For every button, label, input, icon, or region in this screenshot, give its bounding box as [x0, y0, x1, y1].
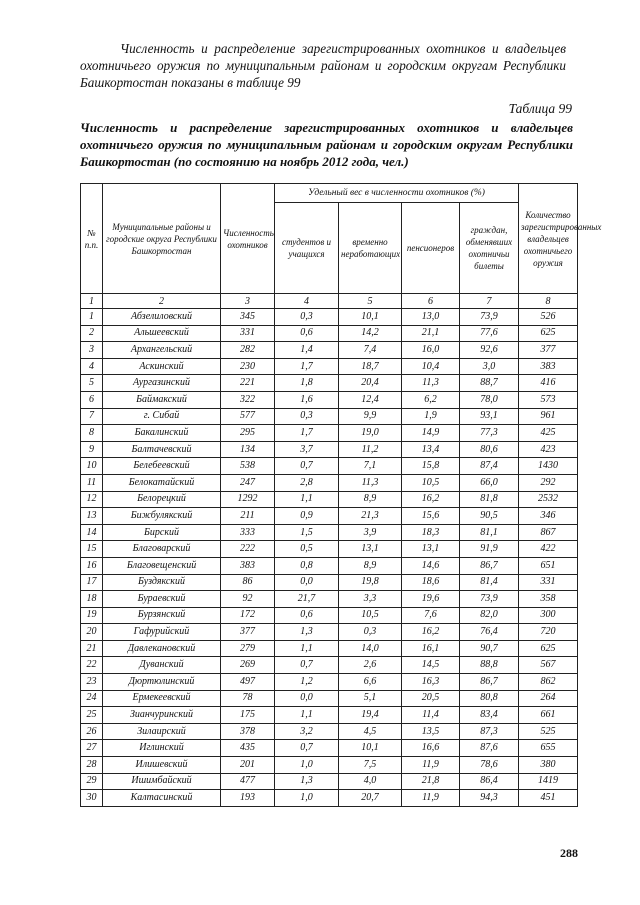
row-number: 5	[81, 375, 103, 392]
pensioners-share: 15,6	[402, 508, 460, 525]
weapon-owners-count: 867	[519, 524, 578, 541]
students-share: 1,1	[275, 640, 339, 657]
hunters-count: 1292	[221, 491, 275, 508]
pensioners-share: 10,5	[402, 474, 460, 491]
weapon-owners-count: 655	[519, 740, 578, 757]
exchanged-share: 73,9	[460, 309, 519, 326]
weapon-owners-count: 331	[519, 574, 578, 591]
exchanged-share: 66,0	[460, 474, 519, 491]
hunters-count: 222	[221, 541, 275, 558]
column-index: 5	[339, 294, 402, 309]
row-number: 24	[81, 690, 103, 707]
weapon-owners-count: 526	[519, 309, 578, 326]
exchanged-share: 92,6	[460, 342, 519, 359]
unemployed-share: 20,4	[339, 375, 402, 392]
unemployed-share: 8,9	[339, 557, 402, 574]
table-caption: Численность и распределение зарегистрированных охотников и владельцев охотничьего оружия по муниципальным районам и городским округам Республики Башкортостан (по состоянию на ноябрь 2012 года, чел.)	[80, 120, 573, 169]
exchanged-share: 78,6	[460, 757, 519, 774]
row-number: 7	[81, 408, 103, 425]
unemployed-share: 0,3	[339, 624, 402, 641]
hunters-count: 322	[221, 391, 275, 408]
district-name: Благовещенский	[103, 557, 221, 574]
header-exchanged: граждан, обменявших охотничьи билеты	[460, 203, 519, 294]
table-row	[81, 391, 578, 408]
table-row	[81, 707, 578, 724]
pensioners-share: 11,3	[402, 375, 460, 392]
pensioners-share: 18,6	[402, 574, 460, 591]
pensioners-share: 16,2	[402, 624, 460, 641]
hunters-count: 86	[221, 574, 275, 591]
exchanged-share: 86,7	[460, 557, 519, 574]
district-name: Абзелиловский	[103, 309, 221, 326]
hunters-count: 538	[221, 458, 275, 475]
weapon-owners-count: 346	[519, 508, 578, 525]
exchanged-share: 78,0	[460, 391, 519, 408]
pensioners-share: 21,8	[402, 773, 460, 790]
exchanged-share: 87,4	[460, 458, 519, 475]
students-share: 1,3	[275, 624, 339, 641]
table-row	[81, 657, 578, 674]
unemployed-share: 3,9	[339, 524, 402, 541]
header-count: Численность охотников	[221, 184, 275, 294]
district-name: Бакалинский	[103, 425, 221, 442]
hunters-count: 269	[221, 657, 275, 674]
table-row	[81, 557, 578, 574]
students-share: 1,7	[275, 358, 339, 375]
row-number: 13	[81, 508, 103, 525]
hunters-count: 378	[221, 723, 275, 740]
students-share: 1,0	[275, 790, 339, 807]
table-row	[81, 757, 578, 774]
students-share: 3,2	[275, 723, 339, 740]
weapon-owners-count: 651	[519, 557, 578, 574]
row-number: 20	[81, 624, 103, 641]
header-share-group: Удельный вес в численности охотников (%)	[275, 184, 519, 203]
hunters-count: 193	[221, 790, 275, 807]
column-index: 6	[402, 294, 460, 309]
pensioners-share: 16,3	[402, 674, 460, 691]
unemployed-share: 20,7	[339, 790, 402, 807]
unemployed-share: 21,3	[339, 508, 402, 525]
pensioners-share: 13,5	[402, 723, 460, 740]
table-row	[81, 358, 578, 375]
table-body	[81, 309, 578, 807]
hunters-count: 477	[221, 773, 275, 790]
exchanged-share: 91,9	[460, 541, 519, 558]
header-district: Муниципальные районы и городские округа Республики Башкортостан	[103, 184, 221, 294]
students-share: 0,3	[275, 309, 339, 326]
exchanged-share: 88,7	[460, 375, 519, 392]
hunters-count: 331	[221, 325, 275, 342]
district-name: Ермекеевский	[103, 690, 221, 707]
exchanged-share: 73,9	[460, 591, 519, 608]
students-share: 1,0	[275, 757, 339, 774]
pensioners-share: 21,1	[402, 325, 460, 342]
weapon-owners-count: 358	[519, 591, 578, 608]
pensioners-share: 11,4	[402, 707, 460, 724]
pensioners-share: 16,2	[402, 491, 460, 508]
unemployed-share: 10,1	[339, 309, 402, 326]
district-name: г. Сибай	[103, 408, 221, 425]
exchanged-share: 77,3	[460, 425, 519, 442]
unemployed-share: 8,9	[339, 491, 402, 508]
district-name: Дуванский	[103, 657, 221, 674]
pensioners-share: 14,6	[402, 557, 460, 574]
pensioners-share: 19,6	[402, 591, 460, 608]
pensioners-share: 13,1	[402, 541, 460, 558]
table-row	[81, 624, 578, 641]
table-row	[81, 508, 578, 525]
column-index: 4	[275, 294, 339, 309]
pensioners-share: 10,4	[402, 358, 460, 375]
students-share: 1,6	[275, 391, 339, 408]
table-row	[81, 441, 578, 458]
unemployed-share: 19,8	[339, 574, 402, 591]
hunters-count: 172	[221, 607, 275, 624]
row-number: 29	[81, 773, 103, 790]
hunters-table	[80, 183, 602, 807]
students-share: 0,8	[275, 557, 339, 574]
district-name: Белокатайский	[103, 474, 221, 491]
row-number: 2	[81, 325, 103, 342]
unemployed-share: 18,7	[339, 358, 402, 375]
header-weapon-owners: Количество зарегистрированных владельцев охотничьего оружия	[519, 184, 578, 294]
exchanged-share: 87,3	[460, 723, 519, 740]
weapon-owners-count: 423	[519, 441, 578, 458]
weapon-owners-count: 1430	[519, 458, 578, 475]
district-name: Аургазинский	[103, 375, 221, 392]
hunters-count: 282	[221, 342, 275, 359]
district-name: Давлекановский	[103, 640, 221, 657]
row-number: 18	[81, 591, 103, 608]
row-number: 4	[81, 358, 103, 375]
pensioners-share: 7,6	[402, 607, 460, 624]
hunters-count: 201	[221, 757, 275, 774]
exchanged-share: 82,0	[460, 607, 519, 624]
exchanged-share: 3,0	[460, 358, 519, 375]
table-row	[81, 773, 578, 790]
unemployed-share: 9,9	[339, 408, 402, 425]
hunters-count: 377	[221, 624, 275, 641]
table-row	[81, 607, 578, 624]
unemployed-share: 5,1	[339, 690, 402, 707]
table-row	[81, 740, 578, 757]
row-number: 14	[81, 524, 103, 541]
pensioners-share: 11,9	[402, 757, 460, 774]
table-row	[81, 491, 578, 508]
students-share: 0,0	[275, 574, 339, 591]
hunters-count: 78	[221, 690, 275, 707]
pensioners-share: 13,0	[402, 309, 460, 326]
district-name: Бижбулякский	[103, 508, 221, 525]
weapon-owners-count: 377	[519, 342, 578, 359]
hunters-count: 221	[221, 375, 275, 392]
unemployed-share: 7,5	[339, 757, 402, 774]
row-number: 8	[81, 425, 103, 442]
students-share: 1,5	[275, 524, 339, 541]
students-share: 0,0	[275, 690, 339, 707]
students-share: 0,9	[275, 508, 339, 525]
weapon-owners-count: 661	[519, 707, 578, 724]
unemployed-share: 14,2	[339, 325, 402, 342]
column-index: 7	[460, 294, 519, 309]
row-number: 12	[81, 491, 103, 508]
district-name: Бирский	[103, 524, 221, 541]
hunters-count: 134	[221, 441, 275, 458]
unemployed-share: 10,5	[339, 607, 402, 624]
students-share: 1,8	[275, 375, 339, 392]
row-number: 23	[81, 674, 103, 691]
row-number: 6	[81, 391, 103, 408]
pensioners-share: 14,9	[402, 425, 460, 442]
exchanged-share: 90,5	[460, 508, 519, 525]
unemployed-share: 4,0	[339, 773, 402, 790]
header-unemployed: временно неработающих	[339, 203, 402, 294]
exchanged-share: 83,4	[460, 707, 519, 724]
district-name: Калтасинский	[103, 790, 221, 807]
table-number: Таблица 99	[508, 101, 572, 116]
students-share: 1,1	[275, 491, 339, 508]
table-row	[81, 790, 578, 807]
hunters-count: 230	[221, 358, 275, 375]
unemployed-share: 6,6	[339, 674, 402, 691]
row-number: 22	[81, 657, 103, 674]
pensioners-share: 16,0	[402, 342, 460, 359]
weapon-owners-count: 862	[519, 674, 578, 691]
district-name: Аскинский	[103, 358, 221, 375]
district-name: Альшеевский	[103, 325, 221, 342]
hunters-count: 577	[221, 408, 275, 425]
column-index: 3	[221, 294, 275, 309]
hunters-count: 92	[221, 591, 275, 608]
exchanged-share: 76,4	[460, 624, 519, 641]
column-index: 1	[81, 294, 103, 309]
table-row	[81, 425, 578, 442]
exchanged-share: 86,4	[460, 773, 519, 790]
exchanged-share: 87,6	[460, 740, 519, 757]
unemployed-share: 7,4	[339, 342, 402, 359]
table-row	[81, 342, 578, 359]
exchanged-share: 94,3	[460, 790, 519, 807]
row-number: 3	[81, 342, 103, 359]
weapon-owners-count: 625	[519, 325, 578, 342]
row-number: 21	[81, 640, 103, 657]
exchanged-share: 93,1	[460, 408, 519, 425]
pensioners-share: 1,9	[402, 408, 460, 425]
district-name: Дюртюлинский	[103, 674, 221, 691]
district-name: Гафурийский	[103, 624, 221, 641]
table-row	[81, 408, 578, 425]
row-number: 9	[81, 441, 103, 458]
column-index: 8	[519, 294, 578, 309]
pensioners-share: 11,9	[402, 790, 460, 807]
exchanged-share: 80,6	[460, 441, 519, 458]
row-number: 11	[81, 474, 103, 491]
district-name: Благоварский	[103, 541, 221, 558]
exchanged-share: 86,7	[460, 674, 519, 691]
weapon-owners-count: 422	[519, 541, 578, 558]
hunters-count: 497	[221, 674, 275, 691]
row-number: 26	[81, 723, 103, 740]
district-name: Зилаирский	[103, 723, 221, 740]
column-index-row	[81, 294, 578, 309]
page-number: 288	[560, 846, 578, 860]
unemployed-share: 13,1	[339, 541, 402, 558]
district-name: Архангельский	[103, 342, 221, 359]
unemployed-share: 4,5	[339, 723, 402, 740]
table-row	[81, 640, 578, 657]
students-share: 21,7	[275, 591, 339, 608]
district-name: Ишимбайский	[103, 773, 221, 790]
weapon-owners-count: 625	[519, 640, 578, 657]
students-share: 0,6	[275, 325, 339, 342]
weapon-owners-count: 567	[519, 657, 578, 674]
unemployed-share: 19,4	[339, 707, 402, 724]
students-share: 0,7	[275, 740, 339, 757]
exchanged-share: 81,4	[460, 574, 519, 591]
table-row	[81, 524, 578, 541]
header-num: № п.п.	[81, 184, 103, 294]
weapon-owners-count: 451	[519, 790, 578, 807]
weapon-owners-count: 264	[519, 690, 578, 707]
students-share: 1,2	[275, 674, 339, 691]
students-share: 1,1	[275, 707, 339, 724]
weapon-owners-count: 1419	[519, 773, 578, 790]
district-name: Баймакский	[103, 391, 221, 408]
pensioners-share: 14,5	[402, 657, 460, 674]
unemployed-share: 10,1	[339, 740, 402, 757]
row-number: 17	[81, 574, 103, 591]
weapon-owners-count: 380	[519, 757, 578, 774]
district-name: Бурзянский	[103, 607, 221, 624]
table-row	[81, 325, 578, 342]
header-pensioners: пенсионеров	[402, 203, 460, 294]
row-number: 16	[81, 557, 103, 574]
table-row	[81, 458, 578, 475]
students-share: 0,5	[275, 541, 339, 558]
hunters-count: 435	[221, 740, 275, 757]
hunters-count: 345	[221, 309, 275, 326]
table-row	[81, 309, 578, 326]
weapon-owners-count: 292	[519, 474, 578, 491]
weapon-owners-count: 573	[519, 391, 578, 408]
table-row	[81, 574, 578, 591]
exchanged-share: 77,6	[460, 325, 519, 342]
district-name: Иглинский	[103, 740, 221, 757]
table-row	[81, 541, 578, 558]
students-share: 0,7	[275, 458, 339, 475]
table-row	[81, 375, 578, 392]
weapon-owners-count: 720	[519, 624, 578, 641]
weapon-owners-count: 961	[519, 408, 578, 425]
hunters-count: 333	[221, 524, 275, 541]
district-name: Буздякский	[103, 574, 221, 591]
hunters-count: 279	[221, 640, 275, 657]
pensioners-share: 16,6	[402, 740, 460, 757]
students-share: 1,3	[275, 773, 339, 790]
unemployed-share: 7,1	[339, 458, 402, 475]
table-row	[81, 591, 578, 608]
unemployed-share: 14,0	[339, 640, 402, 657]
exchanged-share: 81,1	[460, 524, 519, 541]
row-number: 30	[81, 790, 103, 807]
students-share: 1,7	[275, 425, 339, 442]
students-share: 0,3	[275, 408, 339, 425]
district-name: Белорецкий	[103, 491, 221, 508]
row-number: 10	[81, 458, 103, 475]
weapon-owners-count: 2532	[519, 491, 578, 508]
table-row	[81, 723, 578, 740]
row-number: 19	[81, 607, 103, 624]
unemployed-share: 3,3	[339, 591, 402, 608]
students-share: 0,6	[275, 607, 339, 624]
header-students: студентов и учащихся	[275, 203, 339, 294]
pensioners-share: 13,4	[402, 441, 460, 458]
district-name: Зианчуринский	[103, 707, 221, 724]
unemployed-share: 11,3	[339, 474, 402, 491]
unemployed-share: 19,0	[339, 425, 402, 442]
weapon-owners-count: 383	[519, 358, 578, 375]
pensioners-share: 18,3	[402, 524, 460, 541]
row-number: 25	[81, 707, 103, 724]
district-name: Бураевский	[103, 591, 221, 608]
row-number: 27	[81, 740, 103, 757]
district-name: Балтачевский	[103, 441, 221, 458]
hunters-count: 295	[221, 425, 275, 442]
unemployed-share: 2,6	[339, 657, 402, 674]
district-name: Белебеевский	[103, 458, 221, 475]
intro-paragraph: Численность и распределение зарегистрированных охотников и владельцев охотничьего оружия по муниципальным районам и городским округам Республики Башкортостан показаны в таблице 99	[80, 41, 566, 90]
exchanged-share: 90,7	[460, 640, 519, 657]
unemployed-share: 11,2	[339, 441, 402, 458]
row-number: 28	[81, 757, 103, 774]
weapon-owners-count: 525	[519, 723, 578, 740]
weapon-owners-count: 416	[519, 375, 578, 392]
students-share: 0,7	[275, 657, 339, 674]
exchanged-share: 81,8	[460, 491, 519, 508]
hunters-count: 247	[221, 474, 275, 491]
weapon-owners-count: 425	[519, 425, 578, 442]
pensioners-share: 20,5	[402, 690, 460, 707]
pensioners-share: 16,1	[402, 640, 460, 657]
hunters-count: 175	[221, 707, 275, 724]
hunters-count: 383	[221, 557, 275, 574]
district-name: Илишевский	[103, 757, 221, 774]
row-number: 1	[81, 309, 103, 326]
pensioners-share: 15,8	[402, 458, 460, 475]
exchanged-share: 88,8	[460, 657, 519, 674]
exchanged-share: 80,8	[460, 690, 519, 707]
row-number: 15	[81, 541, 103, 558]
students-share: 3,7	[275, 441, 339, 458]
students-share: 1,4	[275, 342, 339, 359]
hunters-count: 211	[221, 508, 275, 525]
column-index: 2	[103, 294, 221, 309]
unemployed-share: 12,4	[339, 391, 402, 408]
table-row	[81, 474, 578, 491]
pensioners-share: 6,2	[402, 391, 460, 408]
students-share: 2,8	[275, 474, 339, 491]
weapon-owners-count: 300	[519, 607, 578, 624]
table-row	[81, 674, 578, 691]
table-row	[81, 690, 578, 707]
